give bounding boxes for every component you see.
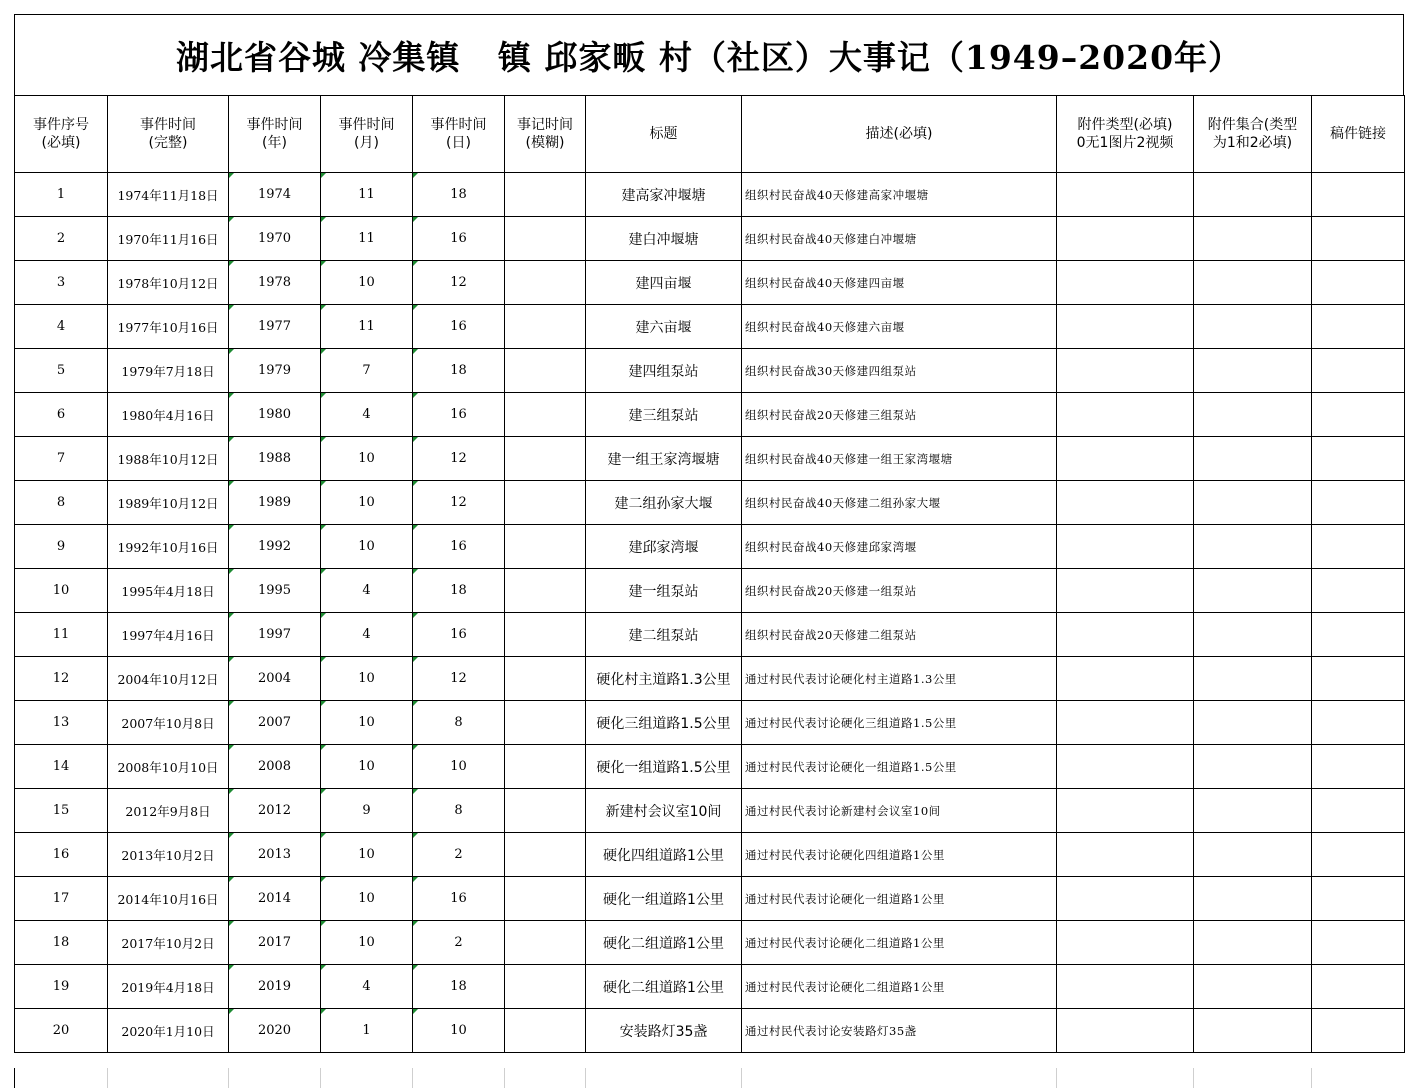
cell-month[interactable]: 1 [321, 1009, 413, 1053]
grid-line [1056, 1068, 1057, 1088]
cell-event-no[interactable]: 4 [15, 305, 108, 349]
cell-event-date[interactable]: 2017年10月2日 [108, 921, 229, 965]
cell-attachment-set[interactable] [1194, 437, 1312, 481]
cell-attachment-type[interactable] [1057, 481, 1194, 525]
cell-article-link[interactable] [1312, 305, 1405, 349]
cell-attachment-set[interactable] [1194, 261, 1312, 305]
header-label: 事件时间 (年) [246, 117, 303, 151]
cell-article-link[interactable] [1312, 217, 1405, 261]
cell-title[interactable]: 硬化二组道路1公里 [586, 965, 742, 1009]
table-row [15, 525, 1405, 569]
cell-month[interactable]: 10 [321, 481, 413, 525]
cell-fuzzy-time[interactable] [505, 745, 586, 789]
header-event-day[interactable] [413, 96, 505, 173]
cell-title[interactable]: 建一组王家湾堰塘 [586, 437, 742, 481]
cell-event-date[interactable]: 1974年11月18日 [108, 173, 229, 217]
table-body [15, 173, 1405, 1053]
cell-year[interactable]: 1970 [229, 217, 321, 261]
table-row [15, 921, 1405, 965]
cell-year[interactable]: 1978 [229, 261, 321, 305]
cell-attachment-set[interactable] [1194, 833, 1312, 877]
cell-article-link[interactable] [1312, 569, 1405, 613]
cell-year[interactable]: 1995 [229, 569, 321, 613]
cell-attachment-type[interactable] [1057, 393, 1194, 437]
cell-attachment-type[interactable] [1057, 305, 1194, 349]
cell-event-no[interactable]: 3 [15, 261, 108, 305]
cell-article-link[interactable] [1312, 613, 1405, 657]
cell-day[interactable]: 18 [413, 569, 505, 613]
cell-event-no[interactable]: 19 [15, 965, 108, 1009]
cell-year[interactable]: 2004 [229, 657, 321, 701]
header-label: 事记时间 (模糊) [517, 117, 573, 151]
cell-event-date[interactable]: 1977年10月16日 [108, 305, 229, 349]
cell-fuzzy-time[interactable] [505, 701, 586, 745]
cell-day[interactable]: 16 [413, 393, 505, 437]
cell-day[interactable]: 16 [413, 305, 505, 349]
cell-fuzzy-time[interactable] [505, 965, 586, 1009]
cell-day[interactable]: 12 [413, 481, 505, 525]
table-row [15, 349, 1405, 393]
cell-day[interactable]: 10 [413, 1009, 505, 1053]
cell-fuzzy-time[interactable] [505, 437, 586, 481]
cell-attachment-type[interactable] [1057, 569, 1194, 613]
cell-description[interactable]: 通过村民代表讨论安装路灯35盏 [742, 1009, 1057, 1053]
cell-event-date[interactable]: 1997年4月16日 [108, 613, 229, 657]
cell-fuzzy-time[interactable] [505, 833, 586, 877]
cell-year[interactable]: 1980 [229, 393, 321, 437]
cell-attachment-type[interactable] [1057, 173, 1194, 217]
table-row [15, 481, 1405, 525]
table-row [15, 305, 1405, 349]
cell-attachment-set[interactable] [1194, 217, 1312, 261]
cell-day[interactable]: 16 [413, 877, 505, 921]
cell-month[interactable]: 4 [321, 569, 413, 613]
cell-description[interactable]: 组织村民奋战30天修建四组泵站 [742, 349, 1057, 393]
table-row [15, 1009, 1405, 1053]
cell-attachment-type[interactable] [1057, 965, 1194, 1009]
cell-fuzzy-time[interactable] [505, 877, 586, 921]
cell-article-link[interactable] [1312, 173, 1405, 217]
cell-title[interactable]: 建六亩堰 [586, 305, 742, 349]
cell-day[interactable]: 16 [413, 613, 505, 657]
cell-month[interactable]: 4 [321, 965, 413, 1009]
cell-day[interactable]: 2 [413, 921, 505, 965]
grid-line [1311, 1068, 1312, 1088]
header-fuzzy-time[interactable] [505, 96, 586, 173]
cell-fuzzy-time[interactable] [505, 525, 586, 569]
header-label: 稿件链接 [1330, 126, 1386, 142]
cell-article-link[interactable] [1312, 833, 1405, 877]
cell-month[interactable]: 7 [321, 349, 413, 393]
cell-attachment-set[interactable] [1194, 789, 1312, 833]
header-label: 事件时间 (月) [338, 117, 395, 151]
cell-article-link[interactable] [1312, 921, 1405, 965]
cell-day[interactable]: 12 [413, 261, 505, 305]
cell-year[interactable]: 1977 [229, 305, 321, 349]
cell-event-no[interactable]: 16 [15, 833, 108, 877]
next-row-strip [14, 1068, 1405, 1088]
cell-fuzzy-time[interactable] [505, 173, 586, 217]
header-label: 附件类型(必填) 0无1图片2视频 [1076, 117, 1174, 151]
cell-attachment-set[interactable] [1194, 701, 1312, 745]
header-label: 描述(必填) [865, 126, 933, 142]
table-row [15, 833, 1405, 877]
cell-article-link[interactable] [1312, 481, 1405, 525]
cell-month[interactable]: 10 [321, 921, 413, 965]
grid-line [320, 1068, 321, 1088]
table-row [15, 745, 1405, 789]
cell-event-no[interactable]: 1 [15, 173, 108, 217]
cell-event-date[interactable]: 2020年1月10日 [108, 1009, 229, 1053]
cell-month[interactable]: 10 [321, 525, 413, 569]
cell-event-no[interactable]: 18 [15, 921, 108, 965]
grid-line [228, 1068, 229, 1088]
cell-article-link[interactable] [1312, 657, 1405, 701]
table-row [15, 569, 1405, 613]
cell-description[interactable]: 组织村民奋战20天修建三组泵站 [742, 393, 1057, 437]
grid-line [107, 1068, 108, 1088]
header-event-year[interactable] [229, 96, 321, 173]
table-row [15, 437, 1405, 481]
cell-description[interactable]: 组织村民奋战40天修建邱家湾堰 [742, 525, 1057, 569]
cell-fuzzy-time[interactable] [505, 789, 586, 833]
header-label: 事件序号 (必填) [33, 117, 89, 151]
cell-attachment-type[interactable] [1057, 349, 1194, 393]
cell-attachment-type[interactable] [1057, 613, 1194, 657]
cell-title[interactable]: 建二组孙家大堰 [586, 481, 742, 525]
cell-attachment-set[interactable] [1194, 613, 1312, 657]
cell-description[interactable]: 组织村民奋战40天修建一组王家湾堰塘 [742, 437, 1057, 481]
cell-year[interactable]: 2007 [229, 701, 321, 745]
cell-event-date[interactable]: 1979年7月18日 [108, 349, 229, 393]
cell-event-date[interactable]: 2013年10月2日 [108, 833, 229, 877]
cell-event-no[interactable]: 17 [15, 877, 108, 921]
cell-description[interactable]: 组织村民奋战40天修建白冲堰塘 [742, 217, 1057, 261]
cell-event-date[interactable]: 2014年10月16日 [108, 877, 229, 921]
cell-day[interactable]: 16 [413, 525, 505, 569]
cell-month[interactable]: 11 [321, 173, 413, 217]
cell-description[interactable]: 通过村民代表讨论硬化四组道路1公里 [742, 833, 1057, 877]
grid-line [585, 1068, 586, 1088]
cell-month[interactable]: 4 [321, 613, 413, 657]
cell-fuzzy-time[interactable] [505, 349, 586, 393]
cell-event-no[interactable]: 7 [15, 437, 108, 481]
table-row [15, 217, 1405, 261]
cell-attachment-type[interactable] [1057, 701, 1194, 745]
cell-article-link[interactable] [1312, 1009, 1405, 1053]
cell-fuzzy-time[interactable] [505, 217, 586, 261]
cell-event-no[interactable]: 10 [15, 569, 108, 613]
table-row [15, 701, 1405, 745]
cell-attachment-set[interactable] [1194, 569, 1312, 613]
cell-description[interactable]: 组织村民奋战40天修建二组孙家大堰 [742, 481, 1057, 525]
cell-title[interactable]: 建邱家湾堰 [586, 525, 742, 569]
cell-article-link[interactable] [1312, 965, 1405, 1009]
cell-attachment-type[interactable] [1057, 921, 1194, 965]
table-row [15, 261, 1405, 305]
cell-title[interactable]: 建三组泵站 [586, 393, 742, 437]
cell-fuzzy-time[interactable] [505, 261, 586, 305]
cell-day[interactable]: 16 [413, 217, 505, 261]
grid-line [504, 1068, 505, 1088]
header-label: 附件集合(类型 为1和2必填) [1207, 117, 1298, 151]
header-title[interactable] [586, 96, 742, 173]
cell-event-date[interactable]: 2012年9月8日 [108, 789, 229, 833]
cell-title[interactable]: 建白冲堰塘 [586, 217, 742, 261]
header-attachment-set[interactable] [1194, 96, 1312, 173]
cell-attachment-type[interactable] [1057, 525, 1194, 569]
cell-description[interactable]: 通过村民代表讨论新建村会议室10间 [742, 789, 1057, 833]
cell-article-link[interactable] [1312, 261, 1405, 305]
cell-year[interactable]: 1974 [229, 173, 321, 217]
cell-day[interactable]: 12 [413, 437, 505, 481]
sheet-title: 湖北省谷城 冷集镇 镇 邱家畈 村（社区）大事记（1949–2020年） [14, 14, 1404, 95]
cell-day[interactable]: 18 [413, 965, 505, 1009]
cell-attachment-set[interactable] [1194, 921, 1312, 965]
cell-year[interactable]: 2008 [229, 745, 321, 789]
cell-attachment-set[interactable] [1194, 745, 1312, 789]
cell-title[interactable]: 硬化一组道路1公里 [586, 877, 742, 921]
table-row [15, 657, 1405, 701]
cell-attachment-type[interactable] [1057, 1009, 1194, 1053]
cell-article-link[interactable] [1312, 789, 1405, 833]
cell-title[interactable]: 硬化四组道路1公里 [586, 833, 742, 877]
cell-event-date[interactable]: 1989年10月12日 [108, 481, 229, 525]
table-row [15, 393, 1405, 437]
cell-event-no[interactable]: 12 [15, 657, 108, 701]
cell-title[interactable]: 建四组泵站 [586, 349, 742, 393]
cell-year[interactable]: 1997 [229, 613, 321, 657]
cell-title[interactable]: 安装路灯35盏 [586, 1009, 742, 1053]
cell-year[interactable]: 2014 [229, 877, 321, 921]
cell-fuzzy-time[interactable] [505, 921, 586, 965]
table-row [15, 877, 1405, 921]
header-event-no[interactable] [15, 96, 108, 173]
cell-title[interactable]: 硬化村主道路1.3公里 [586, 657, 742, 701]
cell-attachment-set[interactable] [1194, 877, 1312, 921]
cell-title[interactable]: 新建村会议室10间 [586, 789, 742, 833]
cell-description[interactable]: 通过村民代表讨论硬化二组道路1公里 [742, 965, 1057, 1009]
cell-article-link[interactable] [1312, 877, 1405, 921]
cell-year[interactable]: 2020 [229, 1009, 321, 1053]
cell-attachment-set[interactable] [1194, 305, 1312, 349]
cell-attachment-type[interactable] [1057, 217, 1194, 261]
cell-fuzzy-time[interactable] [505, 657, 586, 701]
cell-day[interactable]: 10 [413, 745, 505, 789]
cell-attachment-set[interactable] [1194, 349, 1312, 393]
cell-attachment-type[interactable] [1057, 261, 1194, 305]
cell-description[interactable]: 组织村民奋战40天修建四亩堰 [742, 261, 1057, 305]
cell-description[interactable]: 组织村民奋战40天修建高家冲堰塘 [742, 173, 1057, 217]
cell-title[interactable]: 建四亩堰 [586, 261, 742, 305]
cell-month[interactable]: 10 [321, 833, 413, 877]
cell-month[interactable]: 4 [321, 393, 413, 437]
cell-year[interactable]: 1988 [229, 437, 321, 481]
cell-fuzzy-time[interactable] [505, 481, 586, 525]
cell-day[interactable]: 8 [413, 701, 505, 745]
cell-event-date[interactable]: 2004年10月12日 [108, 657, 229, 701]
cell-description[interactable]: 通过村民代表讨论硬化一组道路1.5公里 [742, 745, 1057, 789]
header-label: 事件时间 (完整) [140, 117, 196, 151]
cell-title[interactable]: 硬化三组道路1.5公里 [586, 701, 742, 745]
cell-attachment-set[interactable] [1194, 1009, 1312, 1053]
cell-attachment-set[interactable] [1194, 525, 1312, 569]
cell-attachment-type[interactable] [1057, 877, 1194, 921]
cell-attachment-type[interactable] [1057, 437, 1194, 481]
cell-event-no[interactable]: 15 [15, 789, 108, 833]
cell-attachment-type[interactable] [1057, 745, 1194, 789]
cell-title[interactable]: 建高家冲堰塘 [586, 173, 742, 217]
cell-event-date[interactable]: 1980年4月16日 [108, 393, 229, 437]
cell-month[interactable]: 10 [321, 261, 413, 305]
cell-attachment-type[interactable] [1057, 789, 1194, 833]
cell-event-date[interactable]: 2019年4月18日 [108, 965, 229, 1009]
cell-article-link[interactable] [1312, 525, 1405, 569]
cell-attachment-set[interactable] [1194, 173, 1312, 217]
cell-event-date[interactable]: 2007年10月8日 [108, 701, 229, 745]
cell-month[interactable]: 10 [321, 745, 413, 789]
cell-description[interactable]: 组织村民奋战20天修建一组泵站 [742, 569, 1057, 613]
cell-attachment-set[interactable] [1194, 657, 1312, 701]
cell-event-date[interactable]: 1970年11月16日 [108, 217, 229, 261]
cell-title[interactable]: 建一组泵站 [586, 569, 742, 613]
table-row [15, 965, 1405, 1009]
events-table [14, 95, 1405, 1053]
cell-article-link[interactable] [1312, 393, 1405, 437]
header-row [15, 96, 1405, 173]
cell-article-link[interactable] [1312, 745, 1405, 789]
cell-attachment-type[interactable] [1057, 657, 1194, 701]
cell-month[interactable]: 9 [321, 789, 413, 833]
cell-day[interactable]: 12 [413, 657, 505, 701]
spreadsheet [14, 14, 1404, 1053]
cell-event-no[interactable]: 14 [15, 745, 108, 789]
header-description[interactable] [742, 96, 1057, 173]
cell-event-date[interactable]: 1978年10月12日 [108, 261, 229, 305]
cell-year[interactable]: 2013 [229, 833, 321, 877]
cell-fuzzy-time[interactable] [505, 613, 586, 657]
header-label: 事件时间 (日) [430, 117, 487, 151]
grid-line [1193, 1068, 1194, 1088]
cell-event-no[interactable]: 5 [15, 349, 108, 393]
cell-year[interactable]: 1989 [229, 481, 321, 525]
cell-description[interactable]: 组织村民奋战40天修建六亩堰 [742, 305, 1057, 349]
header-event-month[interactable] [321, 96, 413, 173]
cell-year[interactable]: 2017 [229, 921, 321, 965]
cell-attachment-type[interactable] [1057, 833, 1194, 877]
header-event-date-full[interactable] [108, 96, 229, 173]
cell-article-link[interactable] [1312, 437, 1405, 481]
table-row [15, 613, 1405, 657]
cell-event-no[interactable]: 9 [15, 525, 108, 569]
cell-event-no[interactable]: 13 [15, 701, 108, 745]
cell-attachment-set[interactable] [1194, 393, 1312, 437]
cell-description[interactable]: 通过村民代表讨论硬化一组道路1公里 [742, 877, 1057, 921]
cell-description[interactable]: 通过村民代表讨论硬化三组道路1.5公里 [742, 701, 1057, 745]
grid-line [412, 1068, 413, 1088]
cell-fuzzy-time[interactable] [505, 1009, 586, 1053]
cell-month[interactable]: 11 [321, 217, 413, 261]
header-article-link[interactable] [1312, 96, 1405, 173]
cell-year[interactable]: 2012 [229, 789, 321, 833]
cell-month[interactable]: 10 [321, 877, 413, 921]
cell-title[interactable]: 建二组泵站 [586, 613, 742, 657]
cell-day[interactable]: 8 [413, 789, 505, 833]
cell-event-date[interactable]: 1992年10月16日 [108, 525, 229, 569]
cell-month[interactable]: 10 [321, 657, 413, 701]
cell-event-date[interactable]: 2008年10月10日 [108, 745, 229, 789]
cell-event-no[interactable]: 11 [15, 613, 108, 657]
cell-fuzzy-time[interactable] [505, 305, 586, 349]
cell-description[interactable]: 通过村民代表讨论硬化村主道路1.3公里 [742, 657, 1057, 701]
cell-event-date[interactable]: 1995年4月18日 [108, 569, 229, 613]
cell-month[interactable]: 10 [321, 701, 413, 745]
cell-month[interactable]: 11 [321, 305, 413, 349]
cell-event-no[interactable]: 8 [15, 481, 108, 525]
cell-event-date[interactable]: 1988年10月12日 [108, 437, 229, 481]
cell-description[interactable]: 通过村民代表讨论硬化二组道路1公里 [742, 921, 1057, 965]
cell-day[interactable]: 2 [413, 833, 505, 877]
cell-day[interactable]: 18 [413, 349, 505, 393]
cell-year[interactable]: 2019 [229, 965, 321, 1009]
header-attachment-type[interactable] [1057, 96, 1194, 173]
cell-year[interactable]: 1992 [229, 525, 321, 569]
cell-fuzzy-time[interactable] [505, 569, 586, 613]
cell-attachment-set[interactable] [1194, 965, 1312, 1009]
cell-title[interactable]: 硬化二组道路1公里 [586, 921, 742, 965]
cell-article-link[interactable] [1312, 701, 1405, 745]
cell-description[interactable]: 组织村民奋战20天修建二组泵站 [742, 613, 1057, 657]
table-row [15, 173, 1405, 217]
cell-title[interactable]: 硬化一组道路1.5公里 [586, 745, 742, 789]
cell-event-no[interactable]: 2 [15, 217, 108, 261]
cell-event-no[interactable]: 20 [15, 1009, 108, 1053]
cell-event-no[interactable]: 6 [15, 393, 108, 437]
table-row [15, 789, 1405, 833]
grid-line [741, 1068, 742, 1088]
cell-article-link[interactable] [1312, 349, 1405, 393]
cell-fuzzy-time[interactable] [505, 393, 586, 437]
cell-month[interactable]: 10 [321, 437, 413, 481]
header-label: 标题 [649, 126, 678, 142]
cell-day[interactable]: 18 [413, 173, 505, 217]
cell-attachment-set[interactable] [1194, 481, 1312, 525]
cell-year[interactable]: 1979 [229, 349, 321, 393]
